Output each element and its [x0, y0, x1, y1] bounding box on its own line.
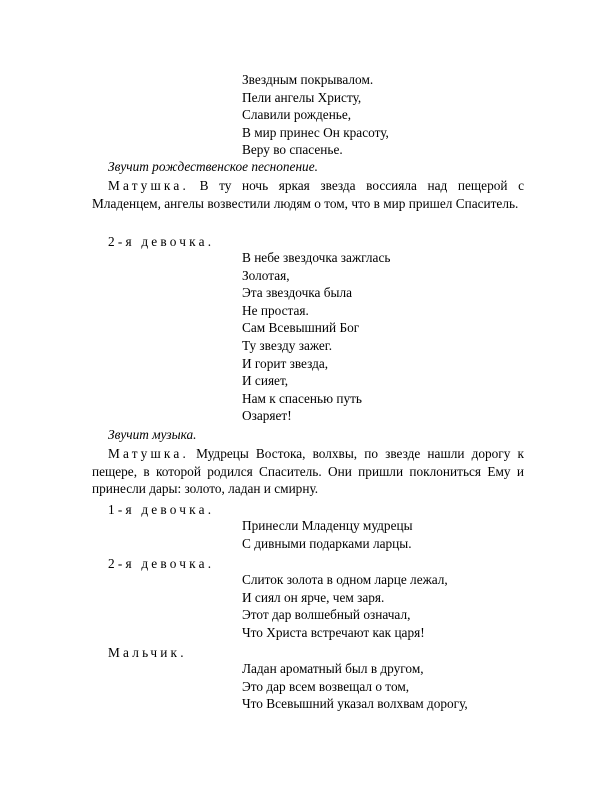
stage-direction: Звучит музыка.	[108, 427, 197, 442]
verse-line: С дивными подарками ларцы.	[242, 535, 412, 551]
verse-line: Это дар всем возвещал о том,	[242, 678, 410, 694]
verse-line: Славили рожденье,	[242, 107, 352, 123]
verse-line: Веру во спасенье.	[242, 142, 343, 158]
verse-line: И сиял он ярче, чем заря.	[242, 589, 385, 605]
verse-line: Слиток золота в одном ларце лежал,	[242, 572, 448, 587]
verse-block	[242, 517, 413, 552]
verse-line: Озаряет!	[242, 408, 292, 424]
speaker-heading: 2-я девочка.	[108, 556, 215, 571]
paragraph-text: Мудрецы Востока, волхвы, по звезде нашли дорогу к пещере, в которой родился Спаситель. Они пришли поклониться Ему и принесли дары: золото, ладан и смирну.	[92, 446, 524, 497]
verse-line: И горит звезда,	[242, 355, 329, 371]
paragraph-text: В ту ночь яркая звезда воссияла над пещерой с Младенцем, ангелы возвестили людям о том, что в мир пришел Спаситель.	[92, 178, 524, 211]
verse-line: Ладан ароматный был в другом,	[242, 661, 424, 676]
speaker-name: Матушка.	[108, 446, 189, 461]
stage-direction: Звучит рождественское песнопение.	[108, 159, 318, 174]
verse-line: Ту звезду зажег.	[242, 337, 333, 353]
paragraph	[92, 445, 524, 498]
speaker-name: Матушка.	[108, 178, 189, 193]
verse-line: Что Христа встречают как царя!	[242, 624, 425, 640]
verse-line: Звездным покрывалом.	[242, 72, 374, 87]
verse-line: И сияет,	[242, 373, 289, 389]
verse-line: Эта звездочка была	[242, 285, 352, 301]
speaker-heading: 2-я девочка.	[108, 234, 215, 249]
speaker-heading: 1-я девочка.	[108, 502, 215, 517]
verse-line: В мир принес Он красоту,	[242, 124, 389, 140]
verse-line: Не простая.	[242, 302, 309, 318]
verse-line: Нам к спасенью путь	[242, 390, 362, 406]
verse-line: Золотая,	[242, 267, 290, 283]
verse-block	[242, 249, 390, 425]
paragraph	[92, 177, 524, 212]
verse-line: Этот дар волшебный означал,	[242, 607, 411, 623]
verse-line: Принесли Младенцу мудрецы	[242, 518, 413, 533]
verse-line: Что Всевышний указал волхвам дорогу,	[242, 696, 468, 712]
verse-line: Сам Всевышний Бог	[242, 320, 360, 336]
verse-block	[242, 71, 389, 159]
verse-line: Пели ангелы Христу,	[242, 89, 362, 105]
speaker-heading: Мальчик.	[108, 645, 187, 660]
verse-line: В небе звездочка зажглась	[242, 250, 391, 265]
verse-block	[242, 660, 468, 713]
verse-block	[242, 571, 448, 641]
